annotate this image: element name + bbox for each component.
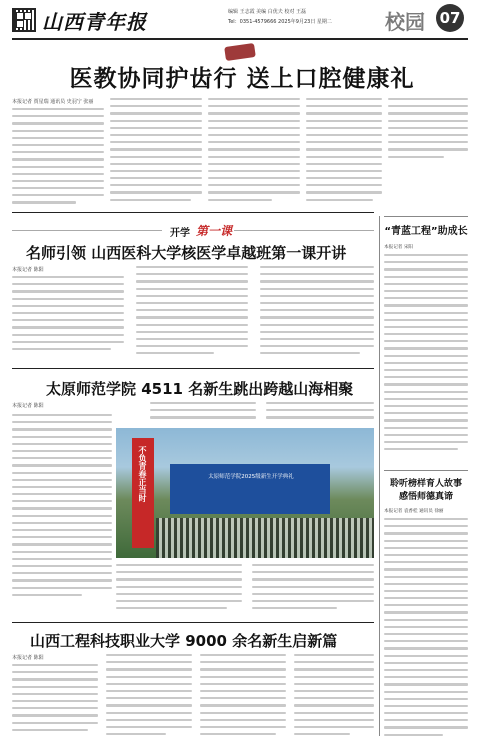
- article4: [12, 626, 374, 738]
- article1-byline: 本报记者 贾星瑞 通讯员 史羽宁 张丽: [12, 99, 94, 105]
- sidebar1-byline: 本报记者 宋阳: [384, 245, 414, 250]
- article4-byline: 本报记者 陈阳: [12, 655, 44, 661]
- sidebar1-title: “青蓝工程”助成长: [384, 226, 468, 237]
- photo-crowd: [156, 518, 374, 558]
- photo-vertical-text: 不负青春正当时: [138, 446, 147, 502]
- photo-vertical-banner: [132, 438, 154, 548]
- article4-col4: [294, 654, 374, 740]
- article1-col3: [208, 98, 300, 206]
- article2-title: 名师引领 山西医科大学核医学卓越班第一课开讲: [26, 244, 347, 262]
- tooth-stamp-icon: [224, 43, 256, 61]
- column-banner: [12, 222, 374, 238]
- article1-col2: [110, 98, 202, 206]
- article4-title: 山西工程科技职业大学 9000 余名新生启新篇: [30, 632, 338, 650]
- article1-col4: [306, 98, 382, 206]
- article1-col5: [388, 98, 468, 163]
- banner-label2: 第一课: [196, 224, 233, 238]
- article2-col1: [12, 276, 124, 355]
- article2-byline: 本报记者 陈阳: [12, 267, 44, 273]
- article3-col3-top: [266, 402, 374, 424]
- article2: [12, 240, 374, 368]
- divider-3: [12, 622, 374, 623]
- article3-col2-bottom: [116, 564, 242, 614]
- article3-col1: [12, 414, 112, 601]
- article3-byline: 本报记者 陈阳: [12, 403, 44, 409]
- sidebar-article2: [384, 476, 468, 738]
- article1-title: 医教协同护齿行 送上口腔健康礼: [69, 66, 415, 92]
- article4-col2: [106, 654, 192, 740]
- sidebar2-title-line1: 聆听榜样育人故事: [389, 479, 462, 489]
- masthead-rule: [12, 38, 468, 40]
- banner-rule-right: [234, 230, 374, 231]
- banner-label1: 开学: [170, 228, 190, 239]
- photo-banner-text: 太原师范学院2025级新生开学典礼: [208, 474, 294, 480]
- sidebar-top-rule: [384, 216, 468, 217]
- article4-col1: [12, 664, 98, 736]
- section-name: 校园: [385, 10, 425, 34]
- article3: [12, 372, 374, 622]
- masthead-info-line2: Tel：0351-4579666 2025年9月23日 星期二: [228, 19, 332, 25]
- article4-col3: [200, 654, 286, 740]
- sidebar-mid-rule: [384, 470, 468, 471]
- page-number-badge: 07: [436, 4, 464, 32]
- article3-col3-bottom: [252, 564, 374, 614]
- sidebar2-title-line2: 感悟师德真谛: [398, 492, 453, 502]
- masthead-info-line1: 编辑 王志霞 美编 白优夫 校对 王磊: [228, 9, 306, 15]
- article2-col3: [260, 266, 374, 359]
- sidebar1-text: [384, 254, 468, 455]
- banner-rule-left: [12, 230, 162, 231]
- article2-col2: [136, 266, 248, 359]
- divider-2: [12, 368, 374, 369]
- article3-col2-top: [150, 402, 256, 424]
- article3-title: 太原师范学院 4511 名新生跳出跨越山海相聚: [46, 380, 354, 398]
- qr-code-icon: [12, 8, 36, 32]
- article3-photo: [116, 428, 374, 558]
- article1: [12, 44, 468, 210]
- sidebar-vertical-rule: [379, 216, 380, 736]
- newspaper-logo: 山西青年报: [42, 10, 147, 34]
- sidebar2-byline: 本报记者 袁香桂 通讯员 徐丽: [384, 509, 444, 514]
- article1-col1: [12, 108, 104, 209]
- masthead: [0, 0, 480, 40]
- divider-1: [12, 212, 374, 213]
- sidebar2-text: [384, 518, 468, 741]
- sidebar-article1: [384, 222, 468, 472]
